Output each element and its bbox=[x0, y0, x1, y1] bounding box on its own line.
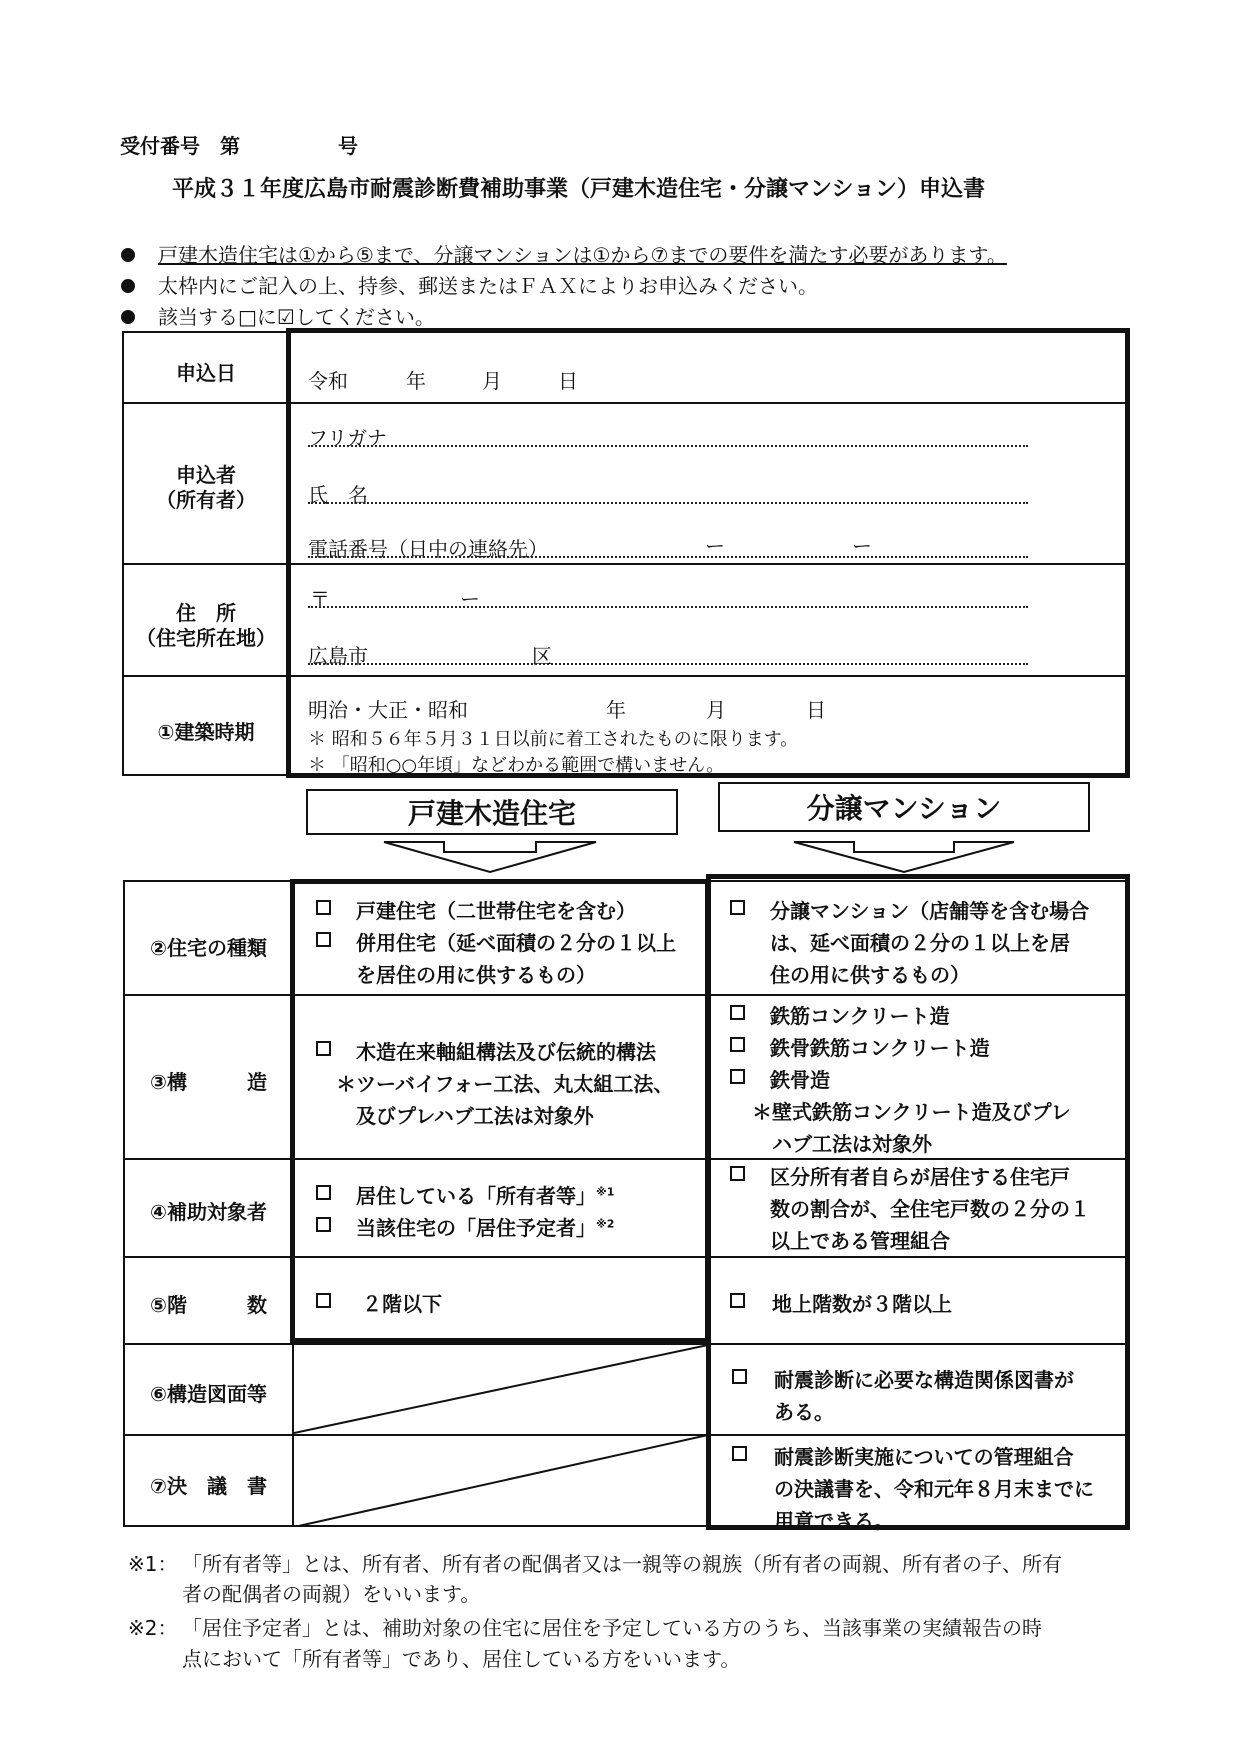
checkbox[interactable] bbox=[730, 900, 745, 915]
checkbox[interactable] bbox=[730, 1037, 745, 1052]
option-rc: 鉄筋コンクリート造 bbox=[770, 1004, 950, 1028]
option-structural-drawings: 耐震診断に必要な構造関係図書が bbox=[774, 1368, 1074, 1392]
applicant-sublabel: （所有者） bbox=[156, 488, 256, 512]
checkbox[interactable] bbox=[316, 1217, 331, 1232]
option-condominium-cont: 住の用に供するもの） bbox=[770, 963, 970, 987]
furigana-field[interactable] bbox=[308, 445, 1028, 447]
date-day-unit: 日 bbox=[558, 369, 578, 393]
option-condominium: 分譲マンション（店舗等を含む場合 bbox=[770, 899, 1090, 923]
bullet-icon bbox=[121, 248, 135, 262]
note-requirements: 戸建木造住宅は①から⑤まで、分譲マンションは①から⑦までの要件を満たす必要があります。 bbox=[158, 243, 1007, 267]
option-two-floors-or-less: ２階以下 bbox=[362, 1292, 442, 1316]
address-field[interactable] bbox=[308, 663, 1028, 665]
phone-dash: ー bbox=[705, 534, 725, 558]
address-sublabel: （住宅所在地） bbox=[136, 626, 276, 650]
option-resolution-cont: 用意できる。 bbox=[774, 1509, 894, 1533]
bullet-icon bbox=[121, 310, 135, 324]
structure-exclusion-note: ＊ツーバイフォー工法、丸太組工法、 bbox=[336, 1072, 674, 1096]
option-resolution-cont: の決議書を、令和元年８月末までに bbox=[774, 1477, 1094, 1501]
row-label-housing-type: ②住宅の種類 bbox=[150, 936, 267, 960]
checkbox[interactable] bbox=[730, 1293, 745, 1308]
option-wooden-frame: 木造在来軸組構法及び伝統的構法 bbox=[356, 1040, 656, 1064]
option-three-floors-or-more: 地上階数が３階以上 bbox=[772, 1292, 952, 1316]
checkbox[interactable] bbox=[316, 1293, 331, 1308]
footnote-2-text: 「居住予定者」とは、補助対象の住宅に居住を予定している方のうち、当該事業の実績報告の時 bbox=[182, 1616, 1042, 1640]
down-arrow-icon bbox=[790, 838, 1018, 874]
checkbox[interactable] bbox=[316, 1041, 331, 1056]
option-management-association-cont: 以上である管理組合 bbox=[770, 1229, 950, 1253]
receipt-number-label: 受付番号 第 bbox=[120, 134, 240, 158]
note-submission: 太枠内にご記入の上、持参、郵送またはＦＡＸによりお申込みください。 bbox=[158, 274, 818, 298]
bullet-icon bbox=[121, 279, 135, 293]
footnote-2-mark: ※2： bbox=[128, 1616, 178, 1640]
construction-month-unit: 月 bbox=[706, 698, 726, 722]
checkbox[interactable] bbox=[732, 1446, 747, 1461]
option-mixed-use-house: 併用住宅（延べ面積の２分の１以上 bbox=[356, 931, 676, 955]
application-date-field[interactable] bbox=[300, 378, 600, 402]
checkbox[interactable] bbox=[316, 932, 331, 947]
option-detached-house: 戸建住宅（二世帯住宅を含む） bbox=[356, 899, 636, 923]
construction-year-unit: 年 bbox=[606, 698, 626, 722]
checkbox[interactable] bbox=[316, 900, 331, 915]
furigana-label: フリガナ bbox=[308, 426, 387, 450]
row-label-resolution: ⑦決 議 書 bbox=[150, 1474, 267, 1498]
construction-eras: 明治・大正・昭和 bbox=[308, 698, 468, 722]
postal-dash: ー bbox=[460, 587, 480, 611]
option-steel: 鉄骨造 bbox=[770, 1068, 830, 1092]
application-date-label: 申込日 bbox=[176, 361, 236, 385]
phone-label: 電話番号（日中の連絡先） bbox=[308, 537, 548, 561]
option-planned-resident: 当該住宅の「居住予定者」$^{※2}$ bbox=[356, 1216, 615, 1240]
checkbox[interactable] bbox=[730, 1069, 745, 1084]
checkbox[interactable] bbox=[730, 1005, 745, 1020]
mansion-structure-exclusion-note-cont: ハブ工法は対象外 bbox=[772, 1132, 932, 1156]
receipt-number-suffix: 号 bbox=[338, 134, 358, 158]
name-field[interactable] bbox=[308, 502, 1028, 504]
footnote-1-text-cont: 者の配偶者の両親）をいいます。 bbox=[182, 1582, 481, 1606]
down-arrow-icon bbox=[380, 838, 600, 874]
ward-label: 区 bbox=[532, 644, 552, 668]
date-month-unit: 月 bbox=[482, 369, 502, 393]
construction-day-unit: 日 bbox=[806, 698, 826, 722]
row-label-floors: ⑤階 数 bbox=[150, 1293, 267, 1317]
option-resolution: 耐震診断実施についての管理組合 bbox=[774, 1445, 1074, 1469]
option-src: 鉄骨鉄筋コンクリート造 bbox=[770, 1036, 990, 1060]
applicant-label: 申込者 bbox=[176, 463, 236, 487]
name-label: 氏 名 bbox=[308, 483, 368, 507]
mansion-header bbox=[718, 782, 1090, 832]
page-title: 平成３１年度広島市耐震診断費補助事業（戸建木造住宅・分譲マンション）申込書 bbox=[172, 177, 986, 202]
construction-period-label: ①建築時期 bbox=[157, 720, 255, 744]
option-structural-drawings-cont: ある。 bbox=[774, 1400, 834, 1424]
option-mixed-use-house-cont: を居住の用に供するもの） bbox=[356, 963, 596, 987]
phone-dash: ー bbox=[852, 534, 872, 558]
checkbox[interactable] bbox=[732, 1369, 747, 1384]
construction-note-2: ＊ 「昭和○○年頃」などわかる範囲で構いません。 bbox=[308, 755, 725, 776]
option-resident-owner: 居住している「所有者等」$^{※1}$ bbox=[356, 1184, 615, 1208]
option-condominium-cont: は、延べ面積の２分の１以上を居 bbox=[770, 931, 1070, 955]
city-label: 広島市 bbox=[308, 644, 368, 668]
option-management-association: 区分所有者自らが居住する住宅戸 bbox=[770, 1165, 1070, 1189]
footnote-1-text: 「所有者等」とは、所有者、所有者の配偶者又は一親等の親族（所有者の両親、所有者の子、所有 bbox=[182, 1552, 1062, 1576]
postal-code-field[interactable] bbox=[308, 606, 1028, 608]
row-label-eligible-person: ④補助対象者 bbox=[150, 1200, 267, 1224]
note-checkbox: 該当する□に☑してください。 bbox=[158, 305, 435, 329]
postal-mark: 〒 bbox=[310, 587, 330, 611]
checkbox[interactable] bbox=[730, 1166, 745, 1181]
date-era: 令和 bbox=[308, 369, 348, 393]
phone-field[interactable] bbox=[308, 556, 1028, 558]
not-applicable-mark bbox=[294, 1345, 708, 1527]
footnote-1-mark: ※1： bbox=[128, 1552, 178, 1576]
mansion-structure-exclusion-note: ＊壁式鉄筋コンクリート造及びプレ bbox=[752, 1100, 1071, 1124]
checkbox[interactable] bbox=[316, 1185, 331, 1200]
address-label: 住 所 bbox=[176, 601, 236, 625]
wooden-house-header bbox=[306, 789, 678, 835]
construction-date-field[interactable] bbox=[300, 690, 840, 720]
footnote-2-text-cont: 点において「所有者等」であり、居住している方をいいます。 bbox=[182, 1647, 741, 1671]
structure-exclusion-note-cont: 及びプレハブ工法は対象外 bbox=[356, 1104, 594, 1128]
wooden-house-header-label: 戸建木造住宅 bbox=[407, 797, 576, 830]
construction-note-1: ＊ 昭和５６年５月３１日以前に着工されたものに限ります。 bbox=[308, 729, 799, 750]
mansion-header-label: 分譲マンション bbox=[806, 792, 1002, 825]
option-management-association-cont: 数の割合が、全住宅戸数の２分の１ bbox=[770, 1197, 1090, 1221]
row-label-structure: ③構 造 bbox=[150, 1070, 267, 1094]
date-year-unit: 年 bbox=[406, 369, 426, 393]
row-label-structural-drawings: ⑥構造図面等 bbox=[150, 1382, 267, 1406]
